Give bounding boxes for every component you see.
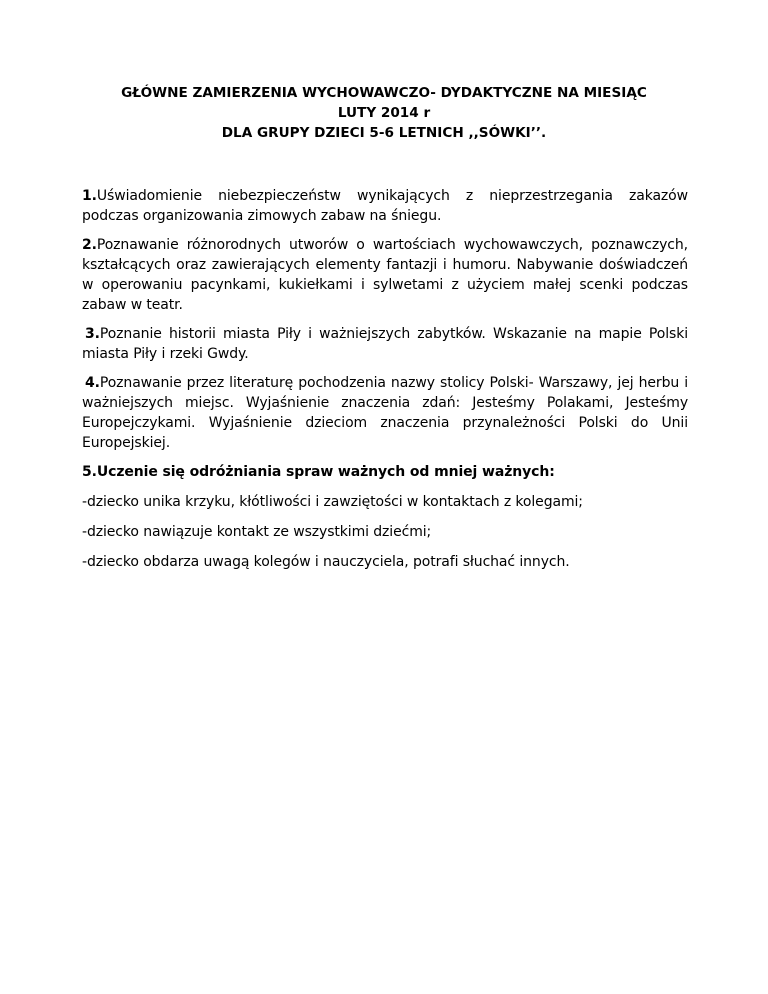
- item-5-point: -dziecko unika krzyku, kłótliwości i zawziętości w kontaktach z kolegami;: [82, 494, 583, 510]
- item-4-text: Poznawanie przez literaturę pochodzenia nazwy stolicy Polski- Warszawy, jej herbu i ważniejszych miejsc. Wyjaśnienie znaczenia zdań: Jesteśmy Polakami, Jesteśmy Europejczykami. Wyjaśnienie dzieciom znaczenia przynależności Polski do Unii Europejskiej.: [82, 375, 688, 451]
- item-4: [82, 373, 688, 453]
- item-5-point: -dziecko nawiązuje kontakt ze wszystkimi dziećmi;: [82, 524, 432, 540]
- title-line-2: LUTY 2014 r: [337, 105, 431, 121]
- item-2: [82, 235, 688, 315]
- document-body: [82, 186, 688, 582]
- title-line-1: GŁÓWNE ZAMIERZENIA WYCHOWAWCZO- DYDAKTYCZNE NA MIESIĄC: [121, 85, 647, 101]
- item-3-number: 3.: [85, 326, 100, 342]
- title-line-3: DLA GRUPY DZIECI 5-6 LETNICH ,,SÓWKI’’.: [221, 125, 547, 141]
- item-5-heading: 5.Uczenie się odróżniania spraw ważnych od mniej ważnych:: [82, 464, 555, 480]
- item-3-text: Poznanie historii miasta Piły i ważniejszych zabytków. Wskazanie na mapie Polski miasta Piły i rzeki Gwdy.: [82, 326, 688, 362]
- item-1-text: Uświadomienie niebezpieczeństw wynikających z nieprzestrzegania zakazów podczas organizowania zimowych zabaw na śniegu.: [82, 188, 688, 224]
- item-2-text: Poznawanie różnorodnych utworów o wartościach wychowawczych, poznawczych, kształcących oraz zawierających elementy fantazji i humoru. Nabywanie doświadczeń w operowaniu pacynkami, kukiełkami i sylwetami z użyciem małej scenki podczas zabaw w teatr.: [82, 237, 688, 313]
- item-2-number: 2.: [82, 237, 97, 253]
- item-4-number: 4.: [85, 375, 100, 391]
- item-5-point: -dziecko obdarza uwagą kolegów i nauczyciela, potrafi słuchać innych.: [82, 554, 570, 570]
- item-3: [82, 324, 688, 364]
- document-title: [60, 83, 708, 143]
- item-1: [82, 186, 688, 226]
- item-1-number: 1.: [82, 188, 97, 204]
